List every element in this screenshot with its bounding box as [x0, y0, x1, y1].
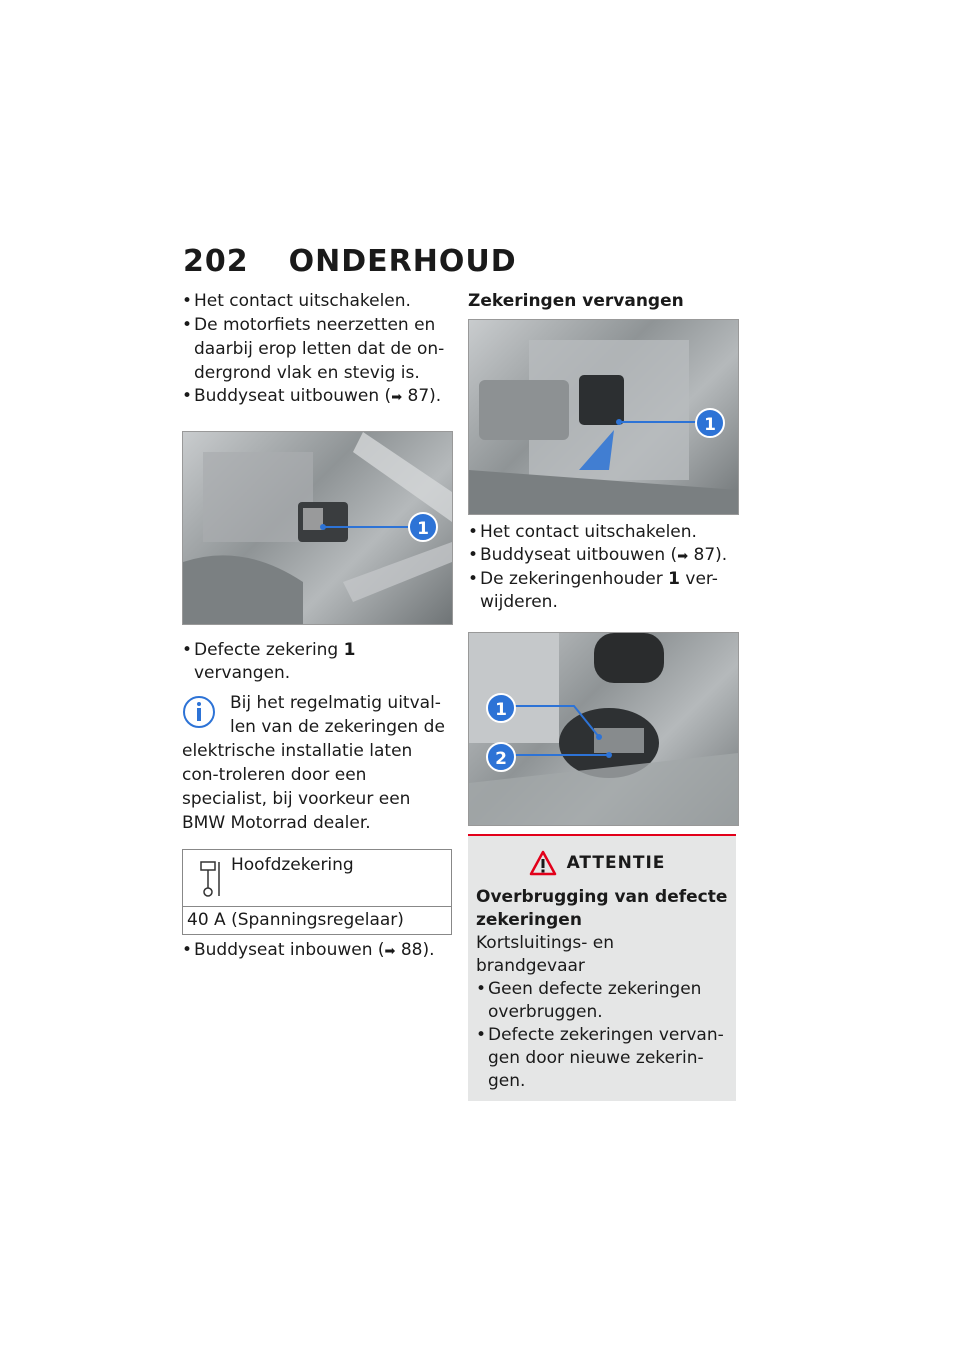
warning-label: ATTENTIE [566, 852, 666, 873]
warning-triangle-icon [529, 850, 557, 876]
fuse-value: 40 A (Spanningsregelaar) [187, 910, 404, 930]
page-ref-arrow-icon: ➡ [384, 944, 396, 959]
fuse-table-header [183, 850, 451, 907]
step-item: • Het contact uitschakelen. [182, 290, 452, 313]
photo-illustration [469, 633, 738, 825]
step-item: • De motorfiets neerzetten en daarbij erop letten dat de on-dergrond vlak en stevig is. [182, 313, 452, 385]
warning-subtitle: Kortsluitings- en brandgevaar [476, 933, 615, 976]
photo-fuses [468, 632, 739, 826]
left-column [182, 290, 452, 963]
info-note [182, 691, 452, 835]
section-title: Zekeringen vervangen [468, 291, 684, 311]
step-item: • Defecte zekering 1 vervangen. [182, 639, 452, 685]
page-number: 202 [183, 244, 249, 279]
step-item: • Buddyseat uitbouwen (➡ 87). [468, 544, 738, 568]
note-text-indented: Bij het regelmatig uitval-len van de zekeringen de [230, 693, 445, 737]
fuse-label: Hoofdzekering [231, 855, 354, 875]
warning-header [466, 850, 728, 876]
right-column [468, 290, 738, 1101]
page-title: ONDERHOUD [288, 244, 517, 279]
step-item: • De zekeringenhouder 1 ver-wijderen. [468, 568, 738, 614]
warning-box [468, 834, 736, 1101]
info-icon [182, 695, 216, 729]
warning-item: • Defecte zekeringen vervan-gen door nieuwe zekerin-gen. [476, 1024, 728, 1093]
note-text: elektrische installatie laten con-troleren door een specialist, bij voorkeur een BMW Motorrad dealer. [182, 741, 413, 833]
callout-1: 1 [486, 693, 516, 723]
step-item: • Buddyseat uitbouwen (➡ 87). [182, 385, 452, 409]
warning-item: • Geen defecte zekeringen overbruggen. [476, 978, 728, 1024]
page-ref-arrow-icon: ➡ [677, 549, 689, 564]
page-ref-arrow-icon: ➡ [391, 390, 403, 405]
callout-2: 2 [486, 742, 516, 772]
photo-fuse-holder [468, 319, 739, 515]
step-item: • Het contact uitschakelen. [468, 521, 738, 544]
photo-fuse-location [182, 431, 453, 625]
callout-1: 1 [695, 408, 725, 438]
callout-1: 1 [408, 512, 438, 542]
page-header [183, 244, 517, 279]
fuse-icon [197, 858, 227, 902]
step-item: • Buddyseat inbouwen (➡ 88). [182, 939, 452, 963]
warning-title: Overbrugging van defecte zekeringen [476, 887, 728, 930]
fuse-table [182, 849, 452, 935]
